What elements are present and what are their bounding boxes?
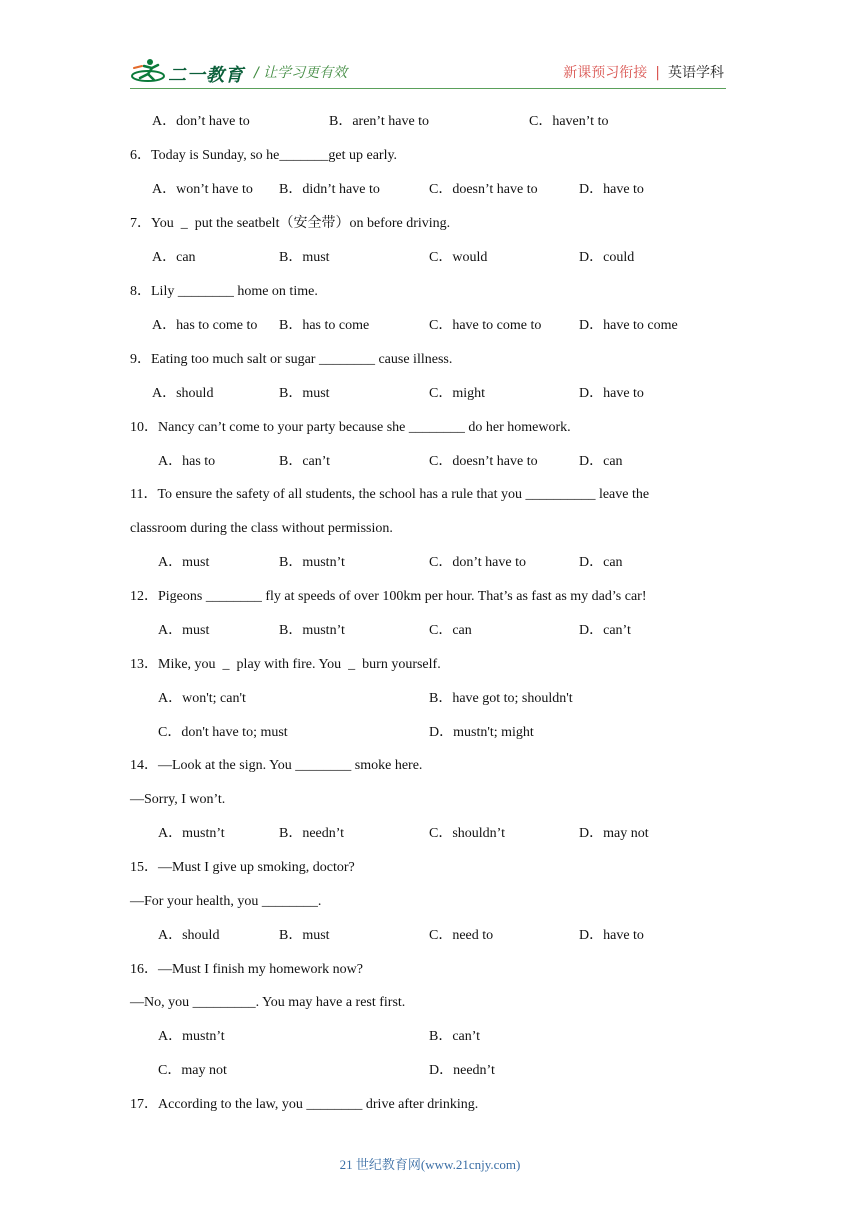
option: C．doesn’t have to <box>429 454 538 469</box>
question-stem: 17．According to the law, you ________ drive after drinking. <box>130 1097 479 1112</box>
question-stem: 6．Today is Sunday, so he_______get up early. <box>130 148 398 163</box>
option: C．have to come to <box>429 318 542 333</box>
option: A．should <box>152 386 214 401</box>
question-stem: 10．Nancy can’t come to your party because she ________ do her homework. <box>130 420 571 435</box>
option: A．can <box>152 250 196 265</box>
option: C．don’t have to <box>429 555 526 570</box>
option: C．can <box>429 623 472 638</box>
option: C．might <box>429 386 486 401</box>
option: B．must <box>279 250 330 265</box>
page-footer: 21 世纪教育网(www.21cnjy.com) <box>339 1157 521 1172</box>
option: A．won’t have to <box>152 182 253 197</box>
subject-label: 英语学科 <box>668 65 724 81</box>
question-stem: 15．—Must I give up smoking, doctor? <box>130 860 355 875</box>
question-stem-continued: —No, you _________. You may have a rest first. <box>130 995 406 1010</box>
option: B．aren’t have to <box>329 114 430 129</box>
option: B．needn’t <box>279 826 345 841</box>
option: B．mustn’t <box>279 555 345 570</box>
option: A．mustn’t <box>158 1029 225 1044</box>
option: B．can’t <box>429 1029 481 1044</box>
option: C．haven’t to <box>529 114 609 129</box>
option: A．don’t have to <box>152 114 250 129</box>
option: C．don't have to; must <box>158 725 288 740</box>
option: B．mustn’t <box>279 623 345 638</box>
question-stem-continued: —Sorry, I won’t. <box>130 792 226 807</box>
question-stem: 16．—Must I finish my homework now? <box>130 962 363 977</box>
question-stem: 11．To ensure the safety of all students, the school has a rule that you __________ leave the <box>130 487 650 502</box>
option: B．must <box>279 386 330 401</box>
option: A．has to <box>158 454 216 469</box>
course-title: 新课预习衔接 <box>563 65 648 81</box>
option: D．may not <box>579 826 649 841</box>
option: B．didn’t have to <box>279 182 380 197</box>
option: D．have to <box>579 182 644 197</box>
question-stem-continued: —For your health, you ________. <box>130 894 322 909</box>
option: A．should <box>158 928 220 943</box>
option: A．mustn’t <box>158 826 225 841</box>
option: B．can’t <box>279 454 331 469</box>
option: D．have to <box>579 386 644 401</box>
option: D．can <box>579 555 623 570</box>
page-header <box>0 0 860 100</box>
header-separator: | <box>655 65 660 81</box>
option: A．must <box>158 623 210 638</box>
question-stem: 13．Mike, you _ play with fire. You _ burn yourself. <box>130 657 441 672</box>
option: C．would <box>429 250 488 265</box>
option: C．need to <box>429 928 494 943</box>
option: D．mustn't; might <box>429 725 534 740</box>
option: A．has to come to <box>152 318 258 333</box>
question-stem: 12．Pigeons ________ fly at speeds of over 100km per hour. That’s as fast as my dad’s car! <box>130 589 647 604</box>
question-stem: 7．You _ put the seatbelt（安全带）on before driving. <box>130 216 451 231</box>
option: D．can’t <box>579 623 631 638</box>
header-right <box>563 62 724 82</box>
slogan: / 让学习更有效 <box>254 65 348 81</box>
header-divider <box>130 88 726 89</box>
option: C．may not <box>158 1063 227 1078</box>
option: C．shouldn’t <box>429 826 505 841</box>
option: D．have to <box>579 928 644 943</box>
question-stem: 9．Eating too much salt or sugar ________ cause illness. <box>130 352 453 367</box>
option: D．needn’t <box>429 1063 495 1078</box>
option: B．has to come <box>279 318 370 333</box>
option: B．must <box>279 928 330 943</box>
option: D．have to come <box>579 318 678 333</box>
logo-text: 二一教育 <box>168 65 244 86</box>
option: C．doesn’t have to <box>429 182 538 197</box>
question-stem: 14．—Look at the sign. You ________ smoke here. <box>130 758 423 773</box>
question-stem: 8．Lily ________ home on time. <box>130 284 318 299</box>
option: A．must <box>158 555 210 570</box>
option: A．won't; can't <box>158 691 246 706</box>
option: D．could <box>579 250 635 265</box>
question-stem-continued: classroom during the class without permission. <box>130 521 393 536</box>
option: D．can <box>579 454 623 469</box>
option: B．have got to; shouldn't <box>429 691 573 706</box>
